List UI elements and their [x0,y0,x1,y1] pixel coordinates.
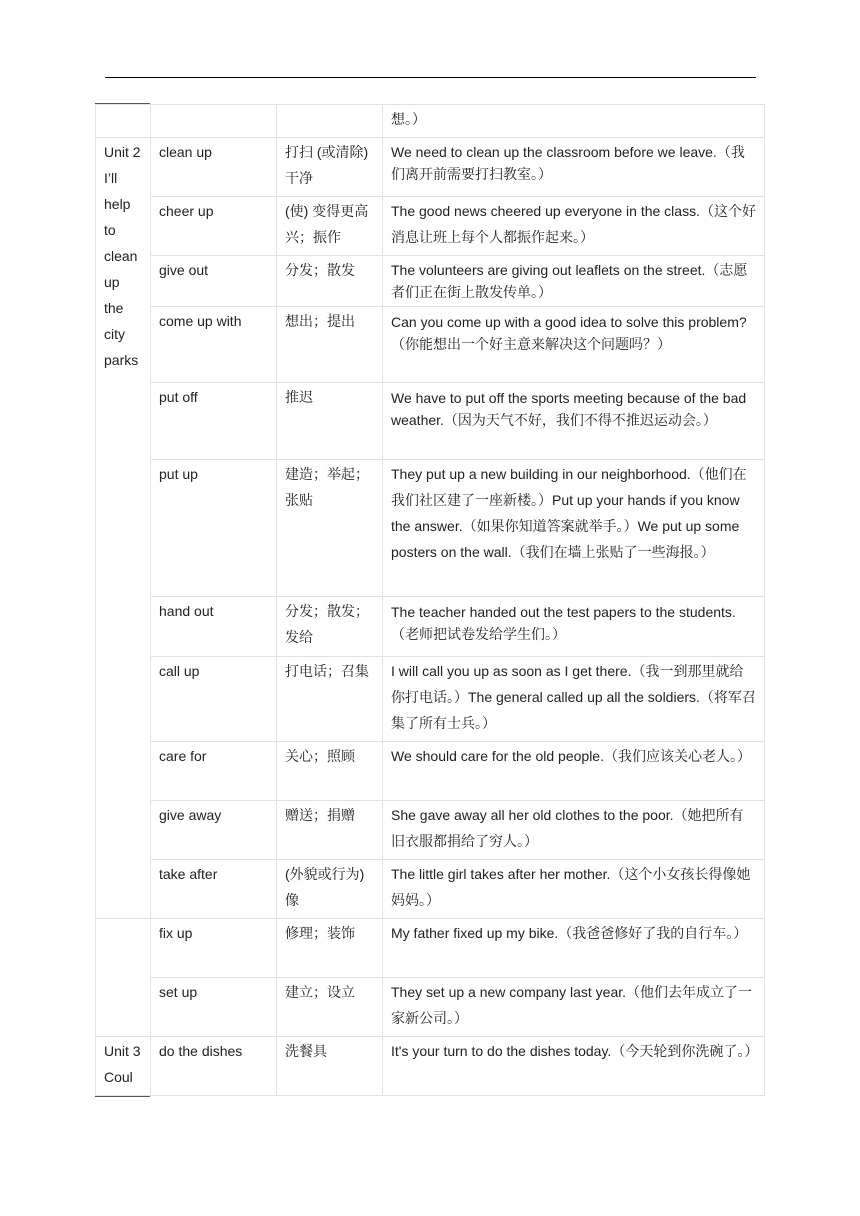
phrase-cell: care for [151,742,277,801]
table-row [96,138,765,197]
meaning-cell: 赠送；捐赠 [277,801,383,860]
phrase-cell: give away [151,801,277,860]
phrase-cell: set up [151,978,277,1037]
phrase-cell: clean up [151,138,277,197]
example-cell: My father fixed up my bike.（我爸爸修好了我的自行车。） [383,919,765,978]
table-row [96,460,765,597]
meaning-cell: 分发；散发 [277,256,383,307]
table-row [96,256,765,307]
table-row [96,105,765,138]
example-cell: The little girl takes after her mother.（这个小女孩长得像她妈妈。） [383,860,765,919]
table-row [96,919,765,978]
phrase-cell: give out [151,256,277,307]
example-cell: I will call you up as soon as I get there.（我一到那里就给你打电话。）The general called up all the soldiers.（将军召集了所有士兵。） [383,657,765,742]
phrase-cell: hand out [151,597,277,657]
phrase-cell [151,105,277,138]
unit-label: Unit 2 I’ll help to clean up the city parks [96,138,151,919]
table-row [96,383,765,460]
table-row [96,597,765,657]
table-row [96,801,765,860]
example-cell: The volunteers are giving out leaflets on the street.（志愿者们正在街上散发传单。） [383,256,765,307]
header-rule [105,77,756,78]
phrase-cell: put up [151,460,277,597]
table-row [96,860,765,919]
phrase-cell: cheer up [151,197,277,256]
phrase-cell: put off [151,383,277,460]
unit-cell [96,105,151,138]
meaning-cell: 想出；提出 [277,307,383,383]
phrase-cell: call up [151,657,277,742]
phrase-cell: do the dishes [151,1037,277,1096]
unit-cell [96,919,151,1037]
example-cell: She gave away all her old clothes to the poor.（她把所有旧衣服都捐给了穷人。） [383,801,765,860]
bottom-left-rule [95,1096,150,1097]
meaning-cell: 修理；装饰 [277,919,383,978]
meaning-cell: (使) 变得更高兴；振作 [277,197,383,256]
table-row [96,978,765,1037]
table-row [96,657,765,742]
meaning-cell: 建立；设立 [277,978,383,1037]
unit-label: Unit 3 Coul [96,1037,151,1096]
example-cell: They set up a new company last year.（他们去年成立了一家新公司。） [383,978,765,1037]
meaning-cell: 分发；散发；发给 [277,597,383,657]
phrase-cell: take after [151,860,277,919]
meaning-cell: 建造；举起；张贴 [277,460,383,597]
example-cell: We need to clean up the classroom before we leave.（我们离开前需要打扫教室。） [383,138,765,197]
example-cell: It's your turn to do the dishes today.（今天轮到你洗碗了。） [383,1037,765,1096]
example-cell: We have to put off the sports meeting because of the bad weather.（因为天气不好，我们不得不推迟运动会。） [383,383,765,460]
meaning-cell: 洗餐具 [277,1037,383,1096]
example-cell: Can you come up with a good idea to solve this problem?（你能想出一个好主意来解决这个问题吗？） [383,307,765,383]
example-cell: We should care for the old people.（我们应该关心老人。） [383,742,765,801]
meaning-cell: 打扫 (或清除) 干净 [277,138,383,197]
meaning-cell [277,105,383,138]
table-row [96,1037,765,1096]
example-cell: 想。） [383,105,765,138]
meaning-cell: 推迟 [277,383,383,460]
table-row [96,197,765,256]
example-cell: The good news cheered up everyone in the class.（这个好消息让班上每个人都振作起来。） [383,197,765,256]
meaning-cell: (外貌或行为) 像 [277,860,383,919]
meaning-cell: 关心；照顾 [277,742,383,801]
table-row [96,742,765,801]
meaning-cell: 打电话；召集 [277,657,383,742]
table-row [96,307,765,383]
example-cell: The teacher handed out the test papers to the students.（老师把试卷发给学生们。） [383,597,765,657]
phrase-cell: fix up [151,919,277,978]
example-cell: They put up a new building in our neighborhood.（他们在我们社区建了一座新楼。）Put up your hands if you know the answer.（如果你知道答案就举手。）We put up some posters on the wall.（我们在墙上张贴了一些海报。） [383,460,765,597]
phrase-cell: come up with [151,307,277,383]
vocabulary-table [95,104,765,1096]
